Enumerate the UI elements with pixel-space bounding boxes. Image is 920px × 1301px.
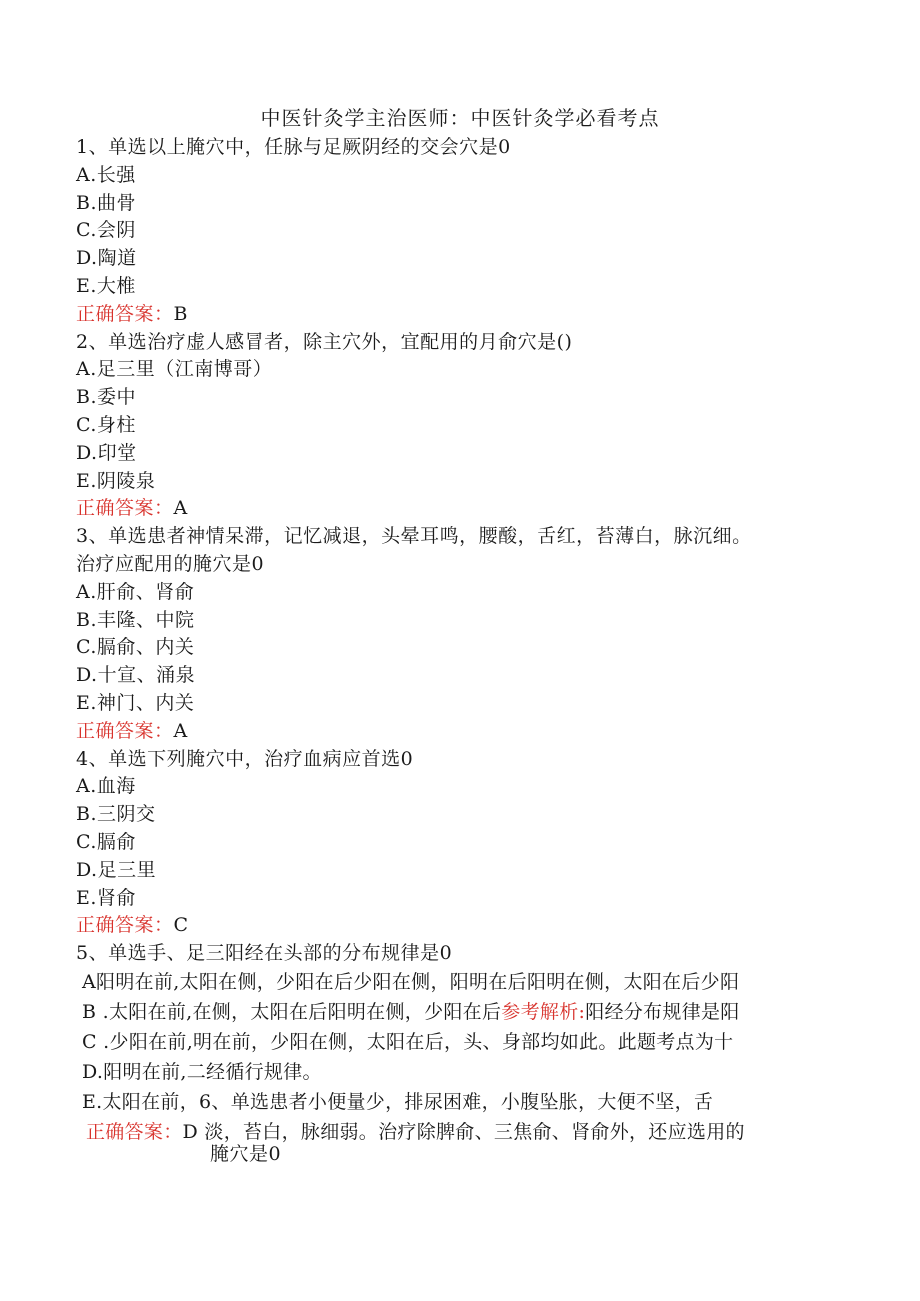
page-title: 中医针灸学主治医师：中医针灸学必看考点 [260, 106, 660, 130]
option-d: D.印堂 [76, 441, 137, 464]
answer-value: C [173, 914, 189, 937]
answer-label: 正确答案： [76, 719, 174, 742]
questions-block [76, 134, 856, 968]
q5-row-d: D.阳明在前,二经循行规律。 [82, 1061, 322, 1083]
answer-label: 正确答案： [76, 302, 174, 325]
answer-line [76, 301, 856, 329]
question-5-overlap-block [82, 967, 842, 1147]
q5-row-b-text: B .太阳在前,在侧，太阳在后阳明在侧，少阳在后 [82, 1001, 502, 1023]
q5-answer-row [82, 1117, 842, 1147]
q5-row-a: A阳明在前,太阳在侧，少阳在后少阳在侧，阳明在后阳明在侧，太阳在后少阳 [82, 971, 740, 993]
reference-analysis-label: 参考解析: [501, 1001, 586, 1023]
option-b: B.委中 [76, 386, 137, 409]
q6-stem-end: 腌穴是0 [210, 1143, 282, 1165]
option-e: E.神门、内关 [76, 691, 195, 714]
answer-value: B [173, 302, 188, 325]
option-c: C.会阴 [76, 219, 136, 242]
option-e: E.肾俞 [76, 886, 136, 909]
option-b: B.丰隆、中院 [76, 608, 195, 631]
q6-stem-continued: 淡，苔白，脉细弱。治疗除脾俞、三焦俞、肾俞外，还应选用的 [204, 1121, 745, 1143]
option-a: A.足三里（江南博哥） [76, 358, 273, 381]
q5-row-b-analysis: 阳经分布规律是阳 [585, 1001, 740, 1023]
answer-value: A [173, 497, 188, 520]
answer-label: 正确答案： [76, 497, 174, 520]
option-a: A.肝俞、肾俞 [76, 580, 195, 603]
question-stem: 2、单选治疗虚人感冒者，除主穴外，宜配用的月俞穴是() [76, 330, 573, 353]
answer-value: D [182, 1121, 199, 1143]
question-stem: 3、单选患者神情呆滞，记忆减退，头晕耳鸣，腰酸，舌红，苔薄白，脉沉细。 [76, 525, 752, 548]
q5-row-c: C .少阳在前,明在前，少阳在侧，太阳在后，头、身部均如此。此题考点为十 [82, 1031, 734, 1053]
question-stem-continued: 治疗应配用的腌穴是0 [76, 552, 265, 575]
option-b: B.曲骨 [76, 191, 137, 214]
question-stem: 5、单选手、足三阳经在头部的分布规律是0 [76, 942, 453, 965]
option-b: B.三阴交 [76, 803, 156, 826]
answer-line [76, 912, 856, 940]
option-e: E.阴陵泉 [76, 469, 156, 492]
option-c: C.身柱 [76, 413, 136, 436]
answer-label: 正确答案： [86, 1121, 183, 1143]
question-stem: 4、单选下列腌穴中，治疗血病应首选0 [76, 747, 414, 770]
answer-line [76, 495, 856, 523]
option-a: A.长强 [76, 163, 136, 186]
q5-row-e: E.太阳在前，6、单选患者小便量少，排尿困难，小腹坠胀，大便不坚，舌 [82, 1091, 714, 1113]
option-d: D.陶道 [76, 247, 137, 270]
option-d: D.十宣、涌泉 [76, 664, 196, 687]
answer-line [76, 718, 856, 746]
option-c: C.膈俞 [76, 830, 136, 853]
q5-row-b [82, 997, 842, 1027]
question-stem: 1、单选以上腌穴中，任脉与足厥阴经的交会穴是0 [76, 136, 511, 158]
option-c: C.膈俞、内关 [76, 636, 195, 659]
option-d: D.足三里 [76, 858, 157, 881]
answer-value: A [173, 719, 188, 742]
option-a: A.血海 [76, 775, 136, 798]
option-e: E.大椎 [76, 274, 136, 297]
answer-label: 正确答案： [76, 914, 174, 937]
